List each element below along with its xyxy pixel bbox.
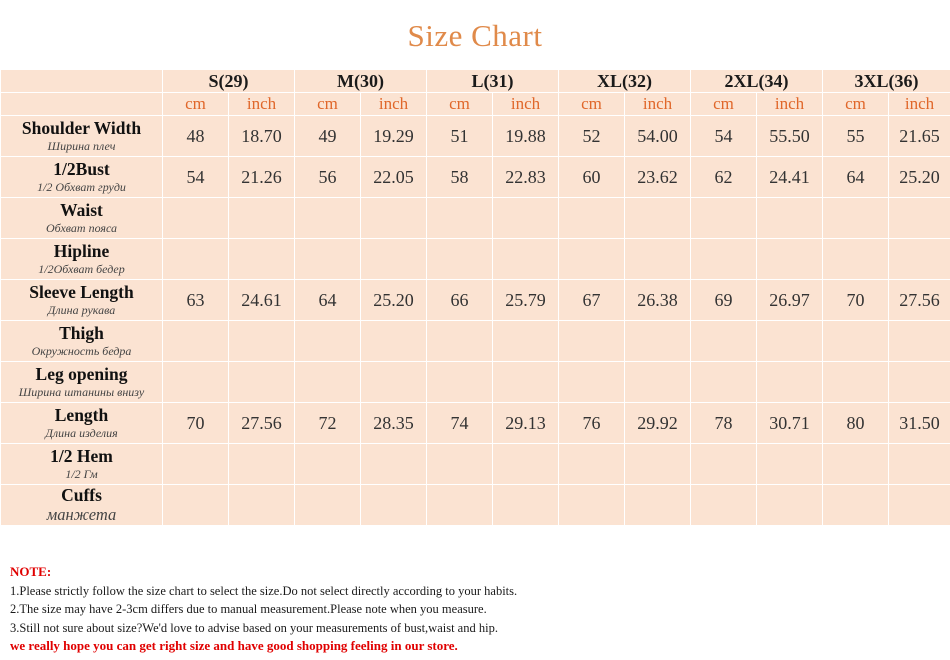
measurement-value (625, 321, 691, 362)
measurement-value (823, 362, 889, 403)
measurement-value (889, 444, 950, 485)
measurement-value (757, 485, 823, 526)
measurement-value (361, 198, 427, 239)
measurement-value (757, 362, 823, 403)
measurement-value: 51 (427, 116, 493, 157)
measurement-value (229, 444, 295, 485)
measurement-name-ru: Обхват пояса (45, 221, 117, 235)
notes-closing: we really hope you can get right size and have good shopping feeling in our store. (10, 638, 458, 654)
measurement-value (229, 485, 295, 526)
measurement-value: 49 (295, 116, 361, 157)
measurement-value (229, 198, 295, 239)
measurement-row (1, 198, 950, 239)
measurement-value (427, 444, 493, 485)
measurement-value: 30.71 (757, 403, 823, 444)
measurement-name-en: 1/2 Hem (50, 446, 113, 466)
measurement-value (757, 198, 823, 239)
measurement-value (229, 362, 295, 403)
measurement-label (1, 485, 163, 526)
size-header-row (1, 70, 950, 93)
measurement-row (1, 362, 950, 403)
measurement-value: 70 (163, 403, 229, 444)
size-header: L(31) (427, 70, 559, 93)
unit-row-label-cell (1, 93, 163, 116)
measurement-value: 48 (163, 116, 229, 157)
note-line: 2.The size may have 2-3cm differs due to manual measurement.Please note when you measure. (10, 602, 487, 617)
measurement-value: 67 (559, 280, 625, 321)
unit-header: inch (493, 93, 559, 116)
measurement-row (1, 321, 950, 362)
measurement-value (889, 321, 950, 362)
measurement-value (295, 444, 361, 485)
measurement-value (559, 444, 625, 485)
measurement-value (757, 444, 823, 485)
measurement-name-ru: манжета (46, 505, 117, 524)
measurement-name-ru: Окружность бедра (31, 344, 132, 358)
measurement-value (427, 239, 493, 280)
measurement-name-en: Cuffs (61, 485, 102, 505)
measurement-value (427, 485, 493, 526)
unit-header: cm (295, 93, 361, 116)
measurement-value: 26.38 (625, 280, 691, 321)
measurement-value (493, 198, 559, 239)
measurement-value: 26.97 (757, 280, 823, 321)
unit-header: inch (757, 93, 823, 116)
size-header: 2XL(34) (691, 70, 823, 93)
measurement-row (1, 157, 950, 198)
measurement-value (823, 239, 889, 280)
size-header: XL(32) (559, 70, 691, 93)
note-line: 3.Still not sure about size?We'd love to advise based on your measurements of bust,waist and hip. (10, 620, 498, 635)
notes-heading: NOTE: (10, 564, 52, 579)
measurement-label (1, 116, 163, 157)
unit-header-row (1, 93, 950, 116)
measurement-row (1, 444, 950, 485)
measurement-value: 27.56 (889, 280, 950, 321)
measurement-value: 60 (559, 157, 625, 198)
measurement-value (493, 362, 559, 403)
unit-header: cm (559, 93, 625, 116)
measurement-value (757, 321, 823, 362)
measurement-value: 64 (295, 280, 361, 321)
size-chart-table (0, 69, 950, 526)
measurement-value: 78 (691, 403, 757, 444)
measurement-label (1, 198, 163, 239)
measurement-value: 64 (823, 157, 889, 198)
measurement-name-ru: 1/2Обхват бедер (38, 262, 125, 276)
measurement-value (691, 321, 757, 362)
measurement-name-en: Length (54, 405, 109, 425)
measurement-label (1, 157, 163, 198)
measurement-value: 54 (163, 157, 229, 198)
measurement-value: 22.05 (361, 157, 427, 198)
measurement-value (163, 444, 229, 485)
measurement-name-en: Hipline (53, 241, 110, 261)
measurement-value (691, 485, 757, 526)
page-title: Size Chart (407, 18, 543, 53)
measurement-value (493, 485, 559, 526)
measurement-value: 21.26 (229, 157, 295, 198)
measurement-value: 19.29 (361, 116, 427, 157)
measurement-value (559, 485, 625, 526)
measurement-value (625, 485, 691, 526)
measurement-value (295, 239, 361, 280)
unit-header: cm (691, 93, 757, 116)
measurement-value: 76 (559, 403, 625, 444)
size-header: S(29) (163, 70, 295, 93)
measurement-value: 74 (427, 403, 493, 444)
measurement-value (559, 362, 625, 403)
measurement-value: 25.79 (493, 280, 559, 321)
measurement-value: 21.65 (889, 116, 950, 157)
measurement-value: 22.83 (493, 157, 559, 198)
measurement-row (1, 280, 950, 321)
measurement-value (889, 362, 950, 403)
measurement-value (163, 198, 229, 239)
measurement-name-en: 1/2Bust (53, 159, 110, 179)
unit-header: inch (361, 93, 427, 116)
measurement-value: 19.88 (493, 116, 559, 157)
measurement-value: 62 (691, 157, 757, 198)
measurement-value: 25.20 (889, 157, 950, 198)
measurement-value (757, 239, 823, 280)
measurement-value (889, 198, 950, 239)
unit-header: inch (229, 93, 295, 116)
measurement-value (361, 239, 427, 280)
measurement-value (625, 239, 691, 280)
measurement-value (889, 239, 950, 280)
measurement-name-ru: Ширина плеч (47, 139, 116, 153)
measurement-label (1, 362, 163, 403)
measurement-row (1, 485, 950, 526)
measurement-value (163, 321, 229, 362)
measurement-name-ru: 1/2 Обхват груди (37, 180, 126, 194)
measurement-value: 69 (691, 280, 757, 321)
measurement-value (361, 485, 427, 526)
unit-header: cm (163, 93, 229, 116)
unit-header: inch (889, 93, 950, 116)
measurement-value: 72 (295, 403, 361, 444)
measurement-value: 31.50 (889, 403, 950, 444)
measurement-row (1, 239, 950, 280)
measurement-value (229, 321, 295, 362)
measurement-value (691, 239, 757, 280)
measurement-value (163, 485, 229, 526)
measurement-value (361, 444, 427, 485)
note-line: 1.Please strictly follow the size chart to select the size.Do not select directly according to your habits. (10, 583, 518, 598)
measurement-label (1, 280, 163, 321)
measurement-value (625, 198, 691, 239)
measurement-value (361, 321, 427, 362)
corner-cell (1, 70, 163, 93)
measurement-value: 29.92 (625, 403, 691, 444)
unit-header: cm (823, 93, 889, 116)
measurement-value: 54 (691, 116, 757, 157)
measurement-value: 29.13 (493, 403, 559, 444)
measurement-value (691, 362, 757, 403)
measurement-value (295, 485, 361, 526)
size-header: M(30) (295, 70, 427, 93)
measurement-value (559, 239, 625, 280)
measurement-value (823, 444, 889, 485)
unit-header: inch (625, 93, 691, 116)
measurement-name-en: Leg opening (35, 364, 128, 384)
measurement-value: 55 (823, 116, 889, 157)
measurement-value (625, 362, 691, 403)
measurement-value: 23.62 (625, 157, 691, 198)
measurement-name-en: Sleeve Length (29, 282, 134, 302)
measurement-value (163, 239, 229, 280)
measurement-value (361, 362, 427, 403)
measurement-name-ru: 1/2 Гм (65, 467, 98, 481)
measurement-value (559, 321, 625, 362)
measurement-name-en: Waist (60, 200, 103, 220)
measurement-value (559, 198, 625, 239)
measurement-value: 52 (559, 116, 625, 157)
measurement-value (493, 321, 559, 362)
size-header: 3XL(36) (823, 70, 950, 93)
measurement-value: 18.70 (229, 116, 295, 157)
measurement-value: 63 (163, 280, 229, 321)
measurement-label (1, 403, 163, 444)
measurement-label (1, 444, 163, 485)
measurement-value: 24.61 (229, 280, 295, 321)
measurement-value: 58 (427, 157, 493, 198)
measurement-value: 55.50 (757, 116, 823, 157)
measurement-label (1, 321, 163, 362)
measurement-value (427, 198, 493, 239)
measurement-value: 70 (823, 280, 889, 321)
measurement-value: 54.00 (625, 116, 691, 157)
measurement-value (493, 444, 559, 485)
measurement-value (427, 321, 493, 362)
measurement-name-ru: Длина рукава (47, 303, 116, 317)
measurement-value: 27.56 (229, 403, 295, 444)
measurement-value (295, 198, 361, 239)
measurement-value (493, 239, 559, 280)
measurement-name-ru: Длина изделия (45, 426, 118, 440)
measurement-name-ru: Ширина штанины внизу (18, 385, 145, 399)
measurement-value (625, 444, 691, 485)
measurement-value: 80 (823, 403, 889, 444)
notes-section (10, 563, 940, 656)
measurement-value: 28.35 (361, 403, 427, 444)
measurement-row (1, 116, 950, 157)
measurement-value (823, 321, 889, 362)
measurement-value (427, 362, 493, 403)
measurement-row (1, 403, 950, 444)
measurement-value (295, 362, 361, 403)
measurement-value (691, 198, 757, 239)
measurement-value (823, 485, 889, 526)
measurement-name-en: Shoulder Width (21, 118, 142, 138)
measurement-value: 56 (295, 157, 361, 198)
measurement-value (691, 444, 757, 485)
measurement-value (163, 362, 229, 403)
unit-header: cm (427, 93, 493, 116)
measurement-name-en: Thigh (59, 323, 104, 343)
measurement-value (823, 198, 889, 239)
measurement-value: 25.20 (361, 280, 427, 321)
measurement-value: 24.41 (757, 157, 823, 198)
measurement-value: 66 (427, 280, 493, 321)
measurement-value (229, 239, 295, 280)
measurement-value (889, 485, 950, 526)
measurement-label (1, 239, 163, 280)
measurement-value (295, 321, 361, 362)
